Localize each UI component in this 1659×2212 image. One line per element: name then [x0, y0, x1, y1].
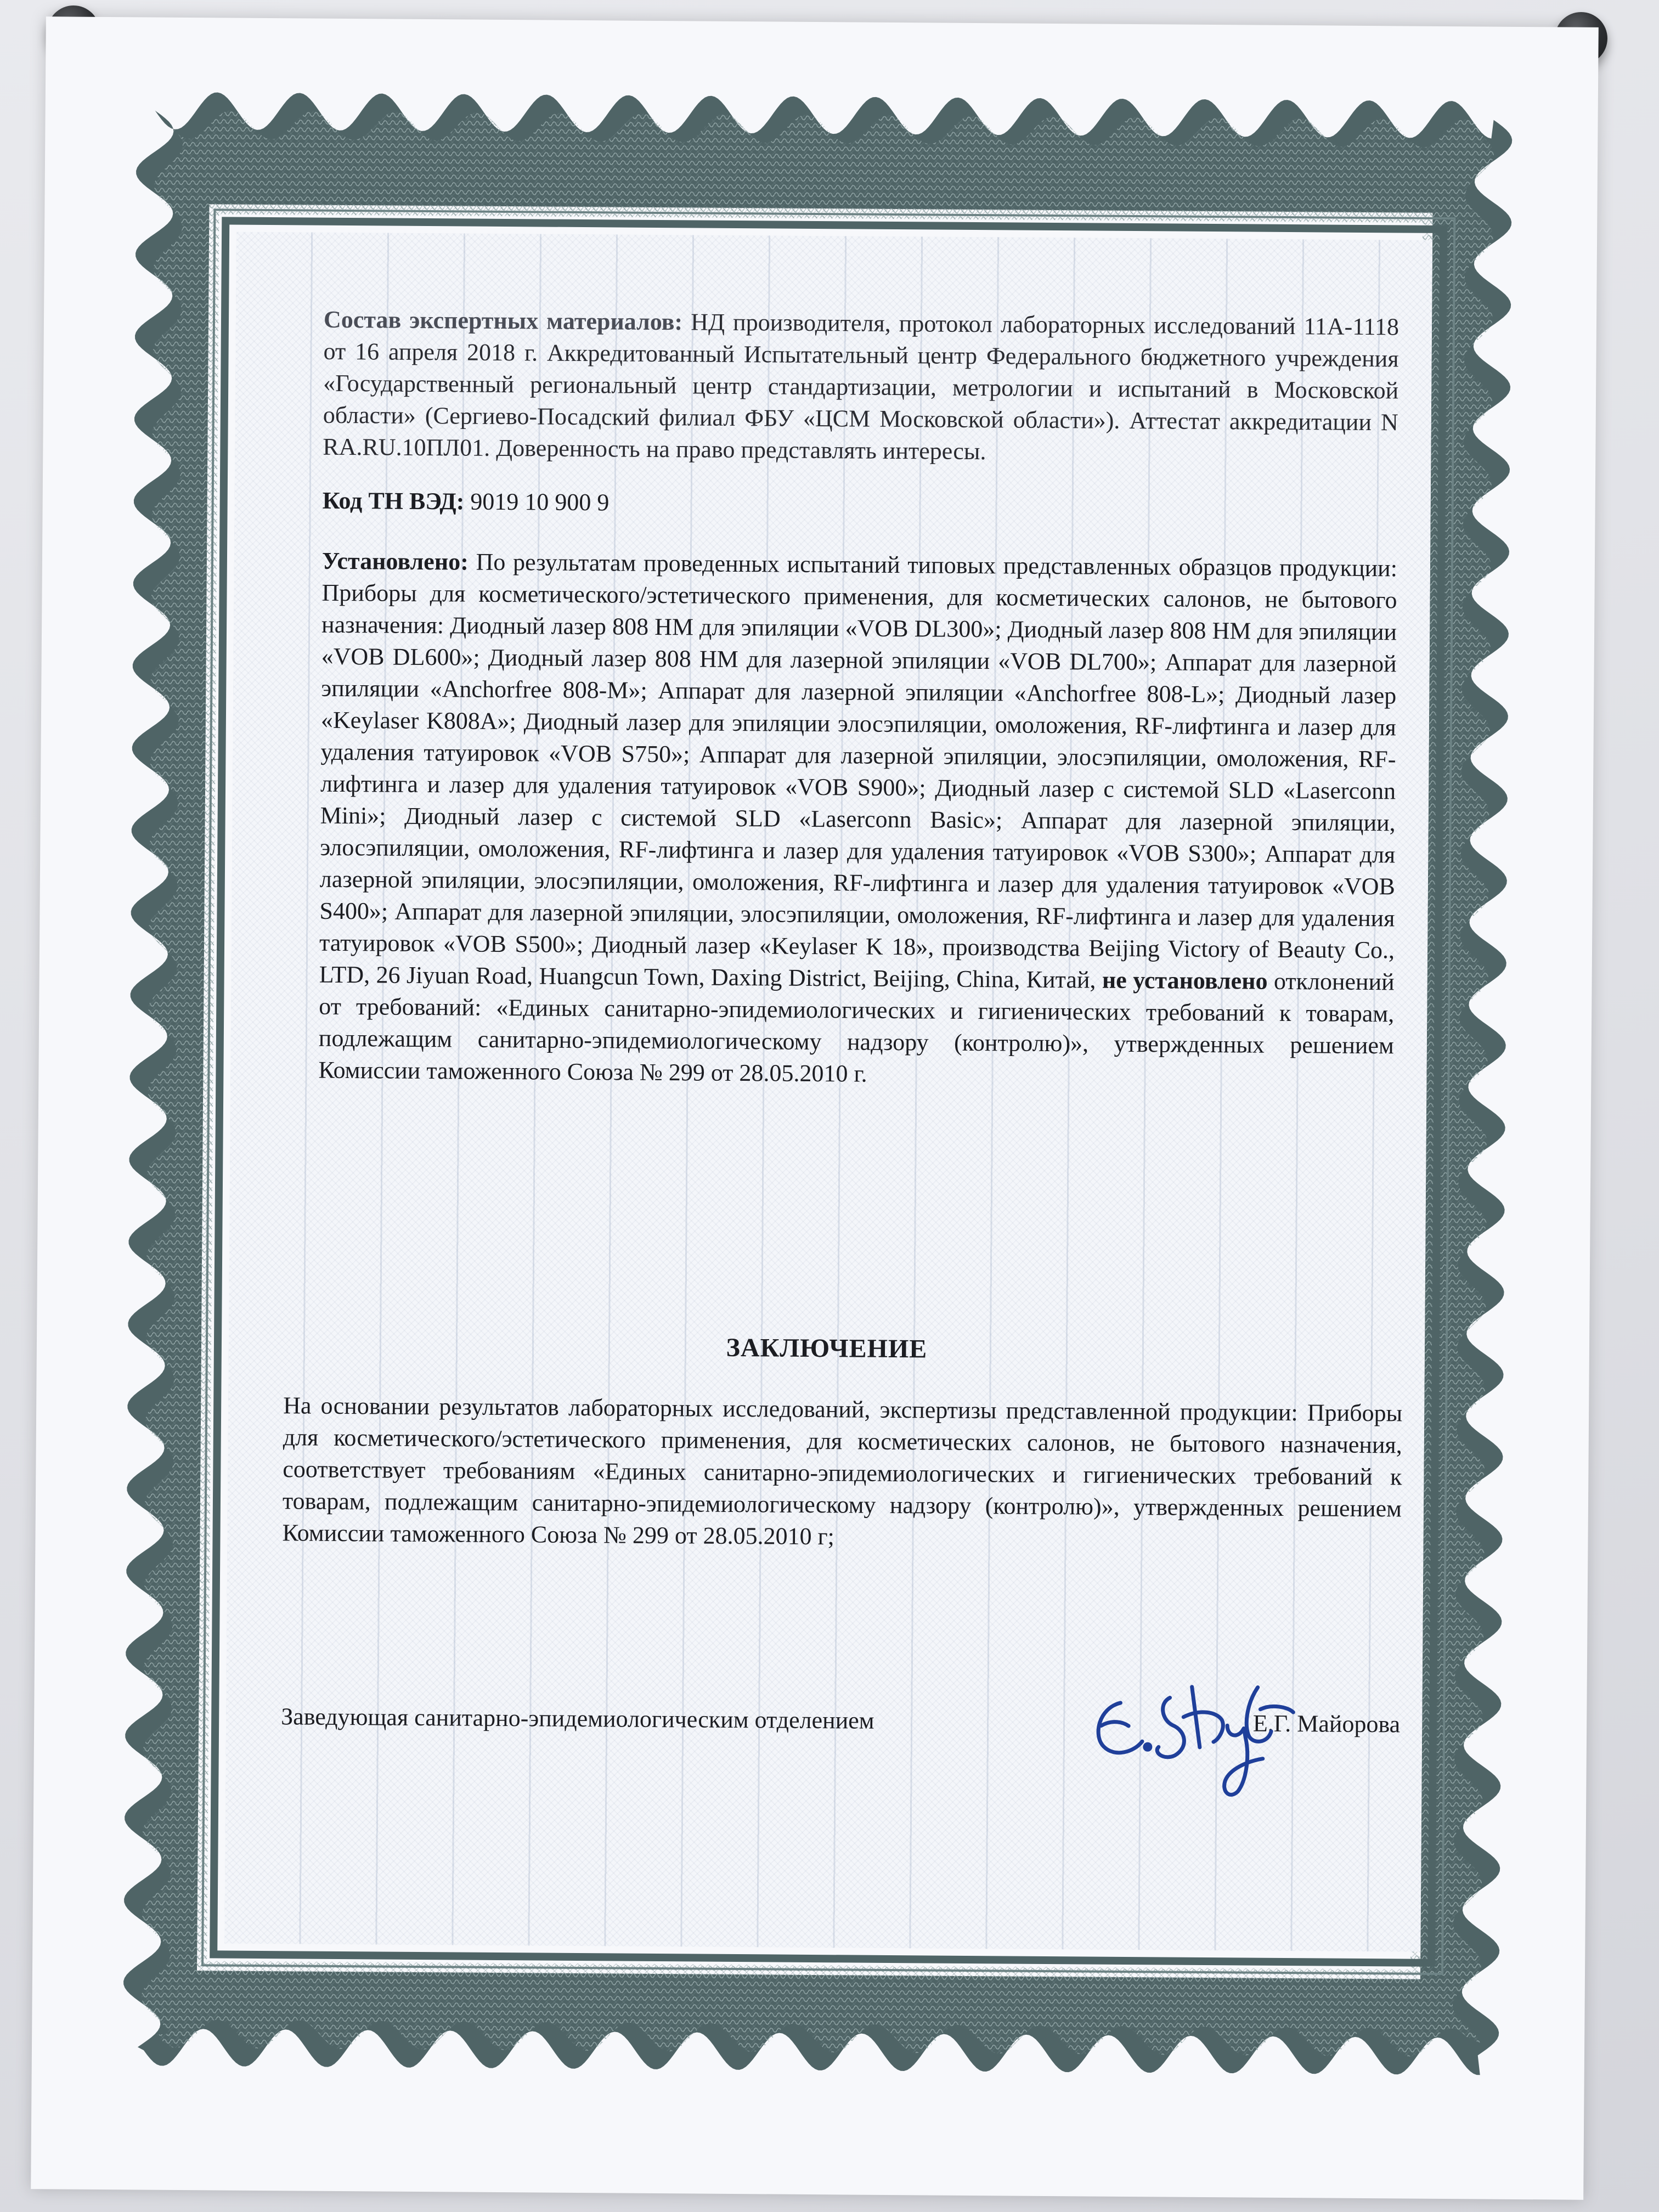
established-emphasis: не установлено — [1102, 966, 1268, 995]
established-text-b: отклонений от требований: «Единых санитарно-эпидемиологических и гигиенических требований к товарам, подлежащим санитарно-эпидемиологическому надзору (контролю)», утвержденных решением Комиссии таможенного Союза № 299 от 28.05.2010 г. — [318, 967, 1395, 1087]
expert-materials-paragraph — [323, 304, 1399, 471]
signatory-role: Заведующая санитарно-эпидемиологическим отделением — [281, 1703, 874, 1734]
conclusion-paragraph: На основании результатов лабораторных исследований, экспертизы представленной продукции: Приборы для косметического/эстетического применения, для косметических салонов, не бытового назначения, соответствует требованиям «Единых санитарно-эпидемиологических и гигиенических требований к товарам, подлежащим санитарно-эпидемиологическому надзору (контролю)», утвержденных решением Комиссии таможенного Союза № 299 от 28.05.2010 г; — [282, 1392, 1403, 1550]
signature-row — [281, 1680, 1401, 1765]
conclusion-title: ЗАКЛЮЧЕНИЕ — [726, 1333, 928, 1364]
expert-materials-label: Состав экспертных материалов: — [323, 306, 683, 336]
signatory-name: Е.Г. Майорова — [1252, 1709, 1401, 1738]
hs-code-value: 9019 10 900 9 — [470, 488, 610, 516]
certificate-sheet — [31, 16, 1599, 2200]
established-text-a: По результатам проведенных испытаний типовых представленных образцов продукции: Приборы для косметического/эстетического применения, для косметических салонов, не бытового назначения: Диодный лазер 808 НМ для эпиляции «VOB DL300»; Диодный лазер 808 НМ для эпиляции «VOB DL600»; Диодный лазер 808 НМ для лазерной эпиляции «VOB DL700»; Аппарат для лазерной эпиляции «Anchorfree 808-M»; Аппарат для лазерной эпиляции «Anchorfree 808-L»; Диодный лазер «Keylaser K808A»; Диодный лазер для эпиляции элосэпиляции, омоложения, RF-лифтинга и лазер для удаления татуировок «VOB S750»; Аппарат для лазерной эпиляции, элосэпиляции, омоложения, RF-лифтинга и лазер для удаления татуировок «VOB S900»; Диодный лазер с системой SLD «Laserconn Mini»; Диодный лазер с системой SLD «Laserconn Basic»; Аппарат для лазерной эпиляции, элосэпиляции, омоложения, RF-лифтинга и лазер для удаления татуировок «VOB S300»; Аппарат для лазерной эпиляции, элосэпиляции, омоложения, RF-лифтинга и лазер для удаления татуировок «VOB S400»; Аппарат для лазерной эпиляции, элосэпиляции, омоложения, RF-лифтинга и лазер для удаления татуировок «VOB S500»; Диодный лазер «Keylaser K 18», производства Beijing Victory of Beauty Co., LTD, 26 Jiyuan Road, Huangcun Town, Daxing District, Beijing, China, Китай, — [319, 548, 1398, 994]
handwritten-signature — [1081, 1664, 1313, 1808]
established-paragraph — [318, 545, 1397, 1094]
hs-code-label: Код ТН ВЭД: — [322, 487, 465, 515]
expert-materials-text: НД производителя, протокол лабораторных исследований 11А-1118 от 16 апреля 2018 г. Аккредитованный Испытательный центр Федерального бюджетного учреждения «Государственный региональный центр стандартизации, метрологии и испытаний в Московской области» (Сергиево-Посадский филиал ФБУ «ЦСМ Московской области»). Аттестат аккредитации N RA.RU.10ПЛ01. Доверенность на право представлять интересы. — [323, 308, 1400, 465]
hs-code-paragraph — [323, 485, 1398, 524]
document-body — [224, 232, 1432, 1952]
established-label: Установлено: — [321, 547, 469, 575]
